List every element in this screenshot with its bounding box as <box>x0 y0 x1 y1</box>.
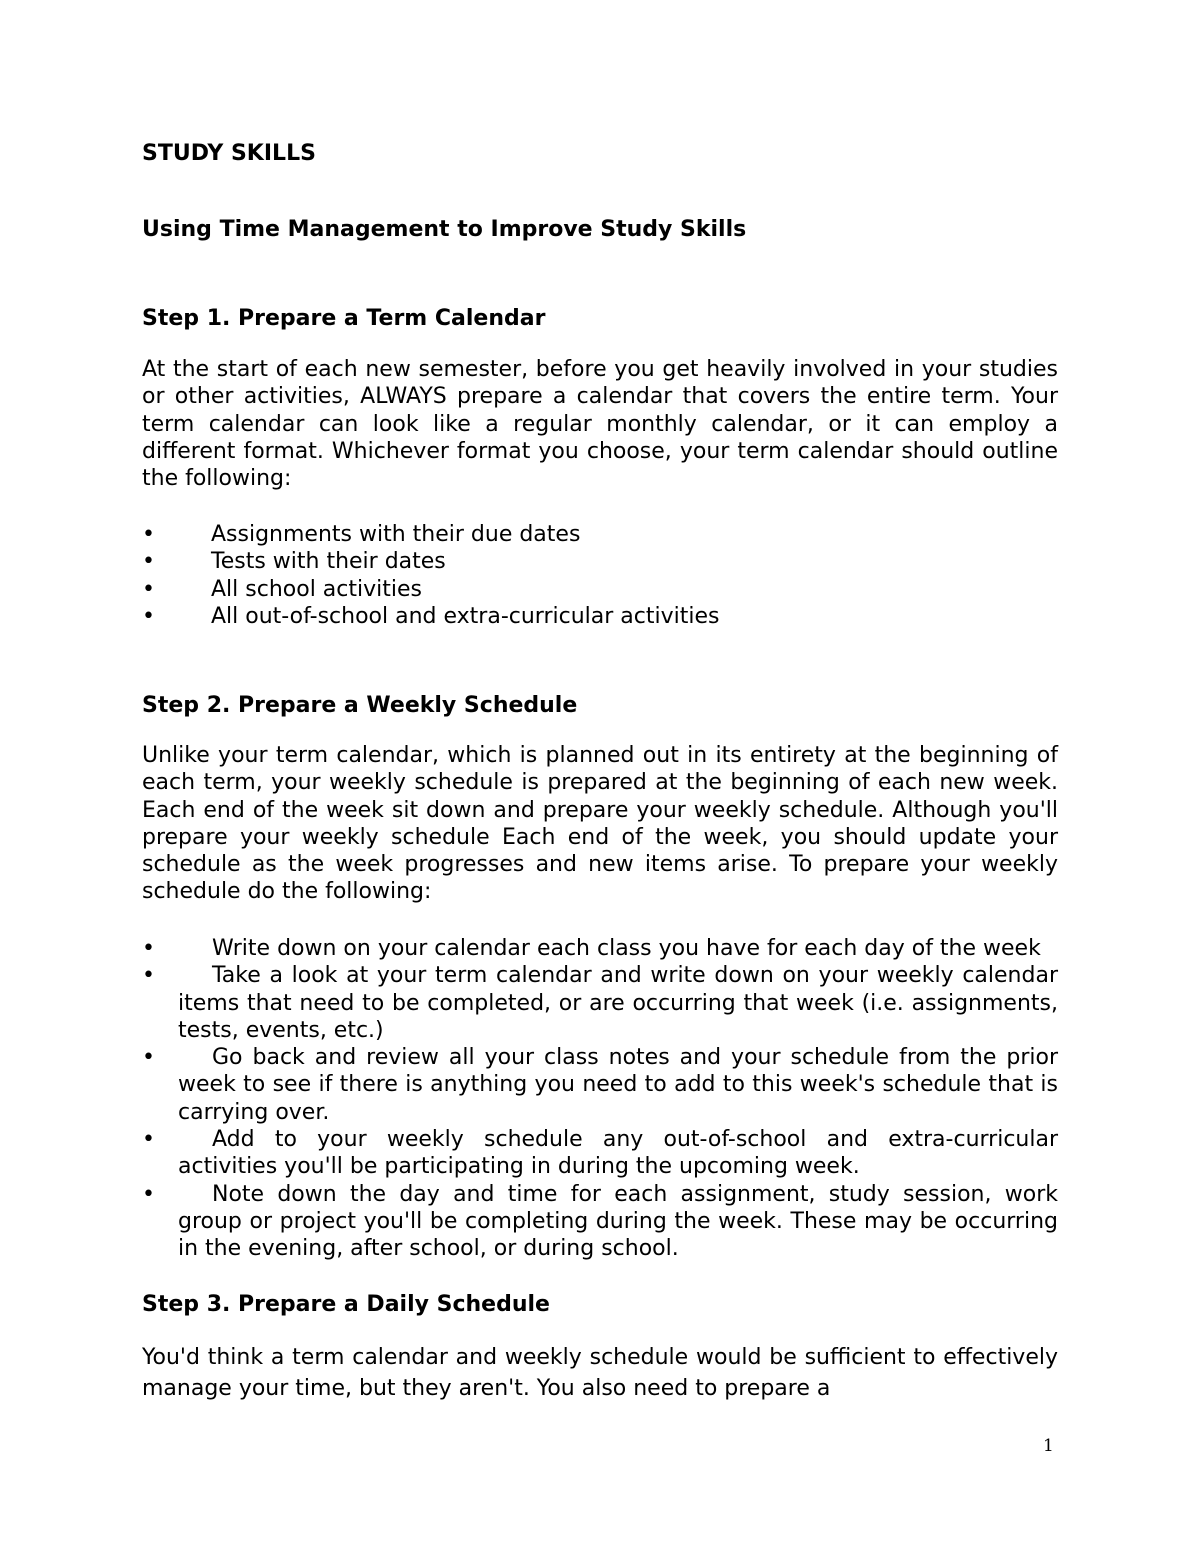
bullet-icon: • <box>142 549 155 575</box>
bullet-icon: • <box>142 1127 155 1153</box>
list-item-text: All out-of-school and extra-curricular activities <box>211 603 720 629</box>
list-item <box>142 1126 1058 1181</box>
list-item <box>142 962 1058 1044</box>
list-item-text: Take a look at your term calendar and write down on your weekly calendar items that need to be completed, or are occurring that week (i.e. assignments, tests, events, etc.) <box>178 963 1058 1043</box>
bullet-icon: • <box>142 522 155 547</box>
bullet-icon: • <box>142 936 155 961</box>
step1-paragraph: At the start of each new semester, before you get heavily involved in your studies or other activities, ALWAYS prepare a calendar that covers the entire term. Your term calendar can look like a regular monthly calendar, or it can employ a different format. Whichever format you choose, your term calendar should outline the following: <box>142 357 1058 492</box>
bullet-icon: • <box>142 603 155 629</box>
list-item <box>142 576 1058 603</box>
list-item-text: Go back and review all your class notes and your schedule from the prior week to see if there is anything you need to add to this week's schedule that is carrying over. <box>178 1045 1058 1125</box>
step2-heading: Step 2. Prepare a Weekly Schedule <box>142 693 578 718</box>
document-subtitle: Using Time Management to Improve Study Skills <box>142 217 747 242</box>
list-item <box>142 935 1058 962</box>
list-item-text: Assignments with their due dates <box>211 522 581 547</box>
list-item <box>142 603 1058 630</box>
list-item <box>142 1044 1058 1126</box>
bullet-icon: • <box>142 963 155 989</box>
bullet-icon: • <box>142 1181 155 1207</box>
list-item-text: Add to your weekly schedule any out-of-school and extra-curricular activities you'll be participating in during the upcoming week. <box>178 1127 1058 1180</box>
bullet-icon: • <box>142 576 155 602</box>
list-item-text: Note down the day and time for each assignment, study session, work group or project you'll be completing during the week. These may be occurring in the evening, after school, or during school. <box>178 1181 1058 1262</box>
list-item-text: Tests with their dates <box>211 549 446 575</box>
step2-paragraph: Unlike your term calendar, which is planned out in its entirety at the beginning of each term, your weekly schedule is prepared at the beginning of each new week. Each end of the week sit down and prepare your weekly schedule. Although you'll prepare your weekly schedule Each end of the week, you should update your schedule as the week progresses and new items arise. To prepare your weekly schedule do the following: <box>142 743 1058 905</box>
step1-bullet-list <box>142 521 1058 630</box>
step3-heading: Step 3. Prepare a Daily Schedule <box>142 1292 550 1317</box>
list-item <box>142 1181 1058 1263</box>
list-item <box>142 548 1058 575</box>
list-item-text: All school activities <box>211 576 422 602</box>
step3-paragraph: You'd think a term calendar and weekly schedule would be sufficient to effectively manage your time, but they aren't. You also need to prepare a <box>142 1345 1058 1401</box>
list-item-text: Write down on your calendar each class you have for each day of the week <box>212 936 1041 961</box>
step1-heading: Step 1. Prepare a Term Calendar <box>142 306 546 331</box>
list-item <box>142 521 1058 548</box>
page-number: 1 <box>1043 1436 1054 1456</box>
bullet-icon: • <box>142 1045 155 1071</box>
step2-bullet-list <box>142 935 1058 1263</box>
document-title: STUDY SKILLS <box>142 141 316 166</box>
